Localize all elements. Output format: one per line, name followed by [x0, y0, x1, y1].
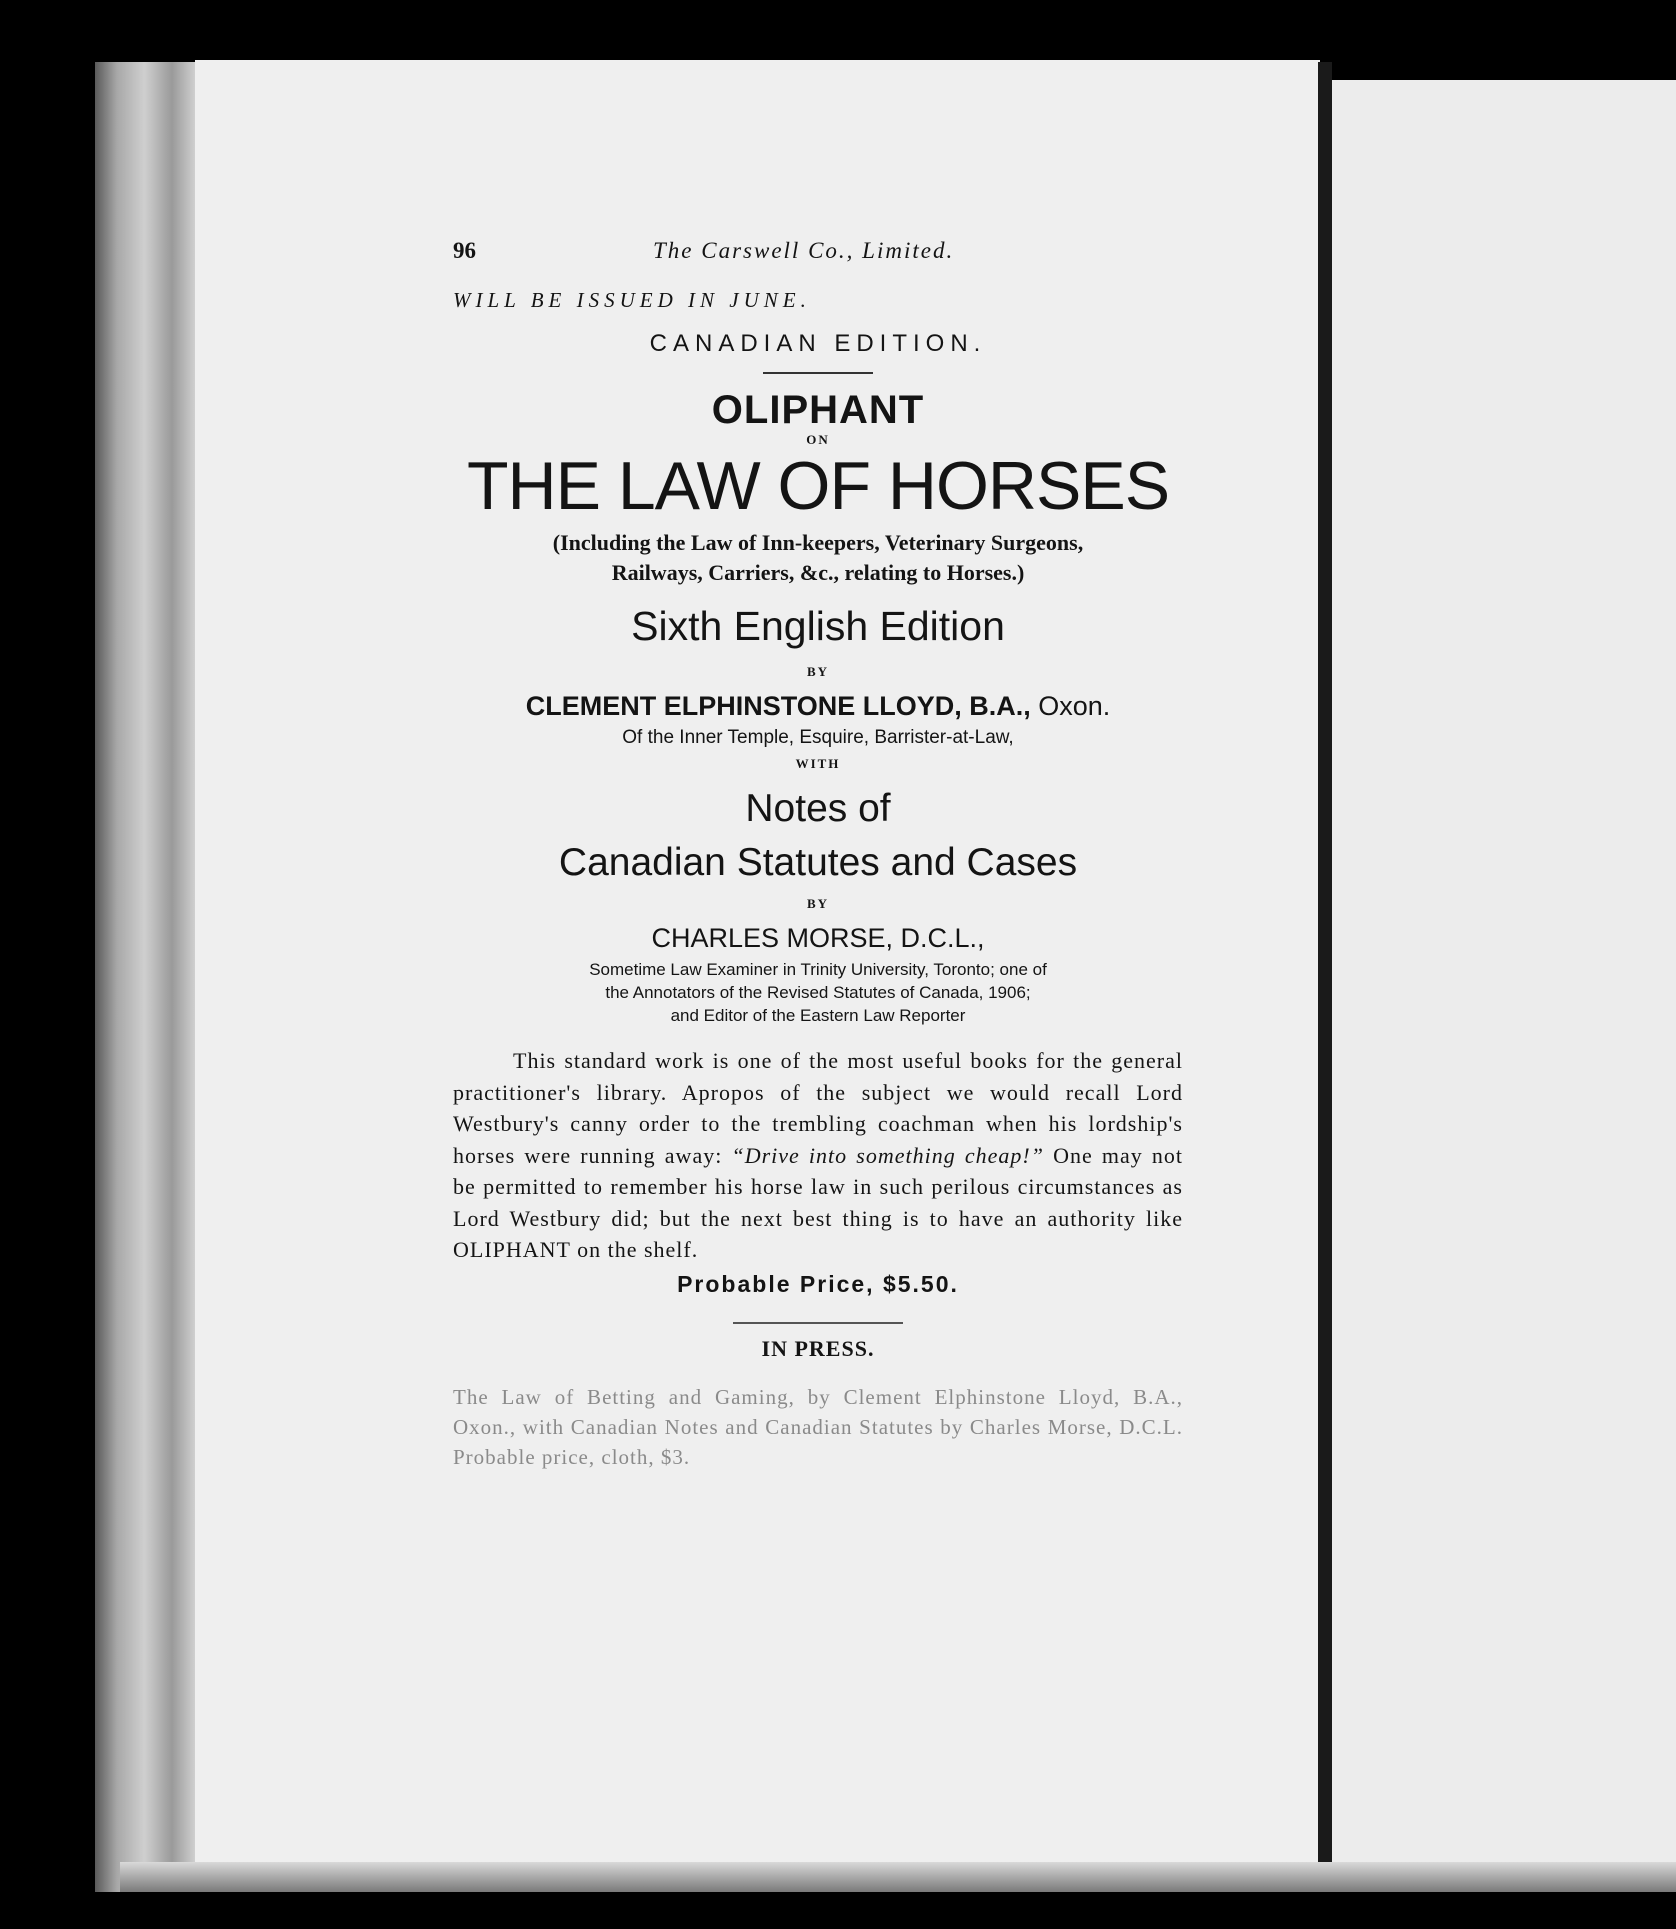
annotator-affiliation-1: Sometime Law Examiner in Trinity University, Toronto; one of — [589, 960, 1047, 979]
author-name: OLIPHANT — [711, 388, 925, 432]
divider — [763, 372, 873, 374]
editor-line — [453, 688, 1183, 724]
book-edge — [95, 62, 205, 1892]
edition-title: Sixth English Edition — [631, 603, 1005, 649]
notes-line-2: Canadian Statutes and Cases — [558, 841, 1078, 884]
page-header — [453, 238, 1183, 278]
by-word-2: BY — [806, 896, 830, 911]
subtitle-line-1: (Including the Law of Inn-keepers, Veterinary Surgeons, — [552, 530, 1084, 555]
subtitle-line-2: Railways, Carriers, &c., relating to Horses.) — [611, 560, 1025, 585]
in-press-heading: IN PRESS. — [761, 1335, 875, 1361]
right-page — [1332, 80, 1676, 1870]
editor-degree: Oxon. — [1038, 691, 1111, 721]
running-head: The Carswell Co., Limited. — [653, 238, 955, 263]
in-press-text: The Law of Betting and Gaming, by Clement Elphinstone Lloyd, B.A., Oxon., with Canadian Notes and Canadian Statutes by Charles Morse, D.C.L. Probable price, cloth, $3. — [453, 1384, 1183, 1469]
editor-name: CLEMENT ELPHINSTONE LLOYD, B.A., — [525, 691, 1031, 721]
annotator-affiliation-3: and Editor of the Eastern Law Reporter — [670, 1006, 966, 1025]
edition-label: CANADIAN EDITION. — [649, 330, 987, 357]
annotator-affiliation-2: the Annotators of the Revised Statutes of Canada, 1906; — [605, 983, 1031, 1002]
book-title: THE LAW OF HORSES — [466, 448, 1170, 524]
description-text-1: This standard work is one of the most useful books for the general practitioner's library. Apropos of the subject we would recall Lord Westbury's canny order to the trembling coachman when his lordship's horses were running away: — [453, 1048, 1183, 1168]
page-bottom-edge — [120, 1862, 1676, 1892]
by-word: BY — [806, 664, 830, 679]
editor-affiliation: Of the Inner Temple, Esquire, Barrister-at-Law, — [622, 727, 1014, 748]
on-word: ON — [806, 432, 830, 447]
page-gutter — [1318, 62, 1332, 1882]
description-quote: “Drive into something cheap!” — [731, 1142, 1044, 1168]
notes-line-1: Notes of — [745, 787, 891, 830]
text-column — [453, 238, 1183, 1472]
page-number: 96 — [453, 238, 476, 263]
issued-notice: WILL BE ISSUED IN JUNE. — [453, 288, 811, 312]
probable-price: Probable Price, $5.50. — [677, 1270, 959, 1297]
with-word: WITH — [795, 756, 841, 771]
press-divider — [733, 1322, 903, 1324]
description-text-2: One may not be permitted to remember his horse law in such perilous circumstances as Lord Westbury did; but the next best thing is to have an authority like OLIPHANT on the shelf. — [453, 1142, 1183, 1262]
annotator-name: CHARLES MORSE, D.C.L., — [651, 923, 985, 953]
description-paragraph — [453, 1045, 1183, 1266]
